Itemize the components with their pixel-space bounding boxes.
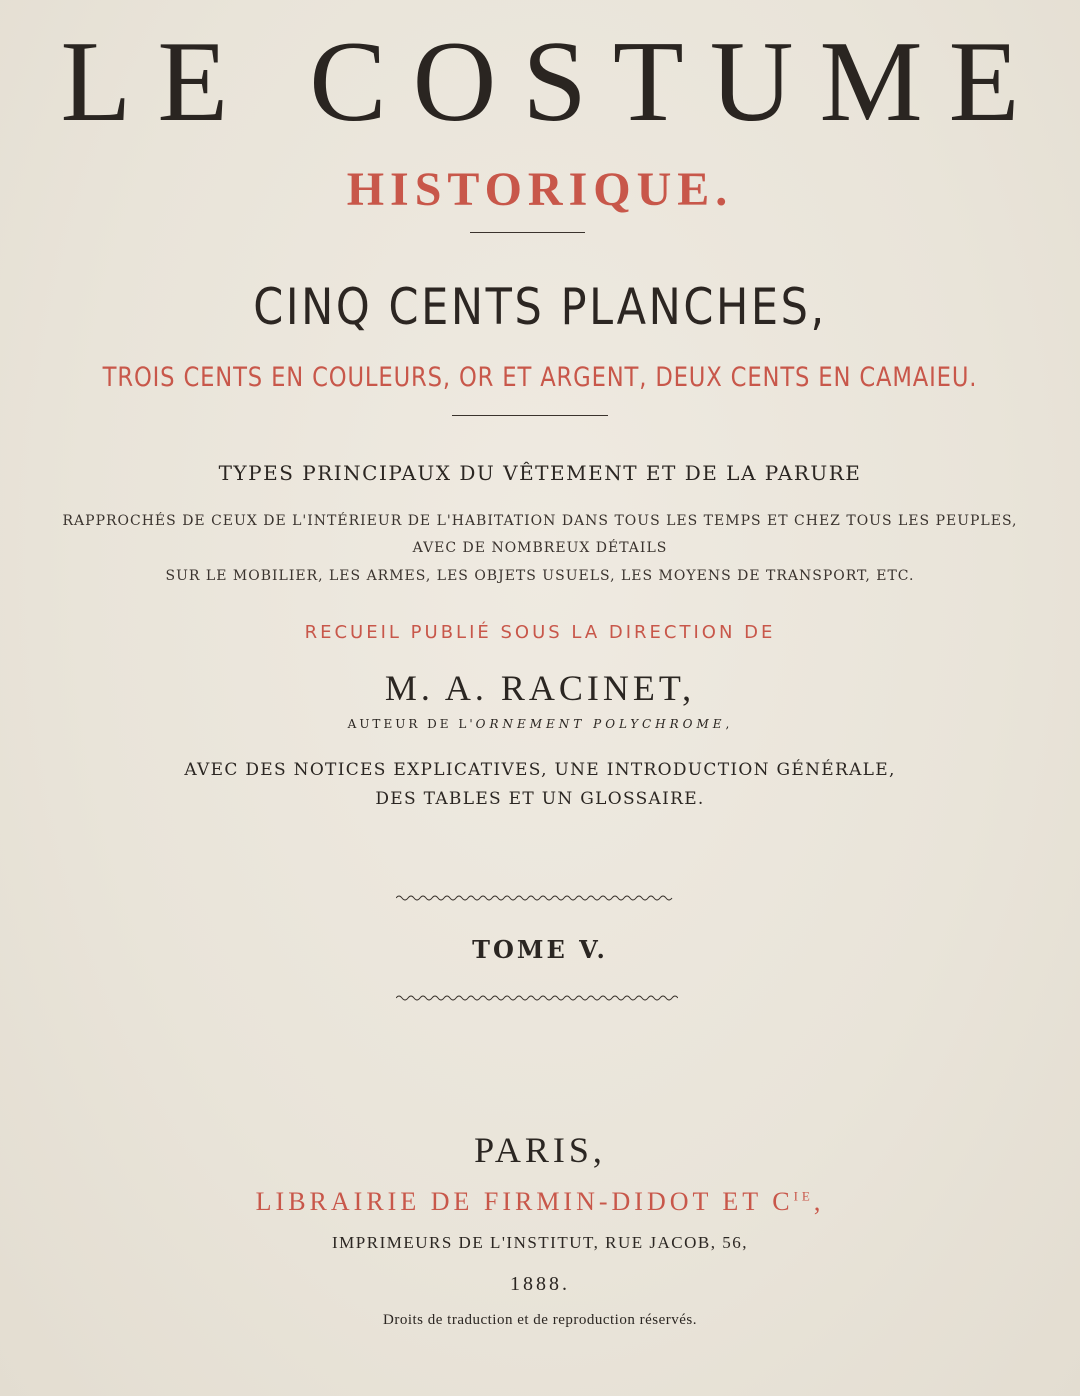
author-credit xyxy=(0,718,1080,730)
description-line: RAPPROCHÉS DE CEUX DE L'INTÉRIEUR DE L'HABITATION DANS TOUS LES TEMPS ET CHEZ TOUS LES PEUPLES, xyxy=(62,513,1018,529)
credit-work: ORNEMENT POLYCHROME xyxy=(475,717,726,731)
imprint-city: PARIS, xyxy=(474,1130,606,1170)
publisher-name: LIBRAIRIE DE FIRMIN-DIDOT ET C xyxy=(255,1187,794,1216)
description-main: TYPES PRINCIPAUX DU VÊTEMENT ET DE LA PARURE xyxy=(218,461,862,485)
ornamental-wavy-rule xyxy=(396,994,678,1002)
volume-label: TOME V. xyxy=(472,935,608,964)
divider-rule xyxy=(452,415,608,416)
author-name: M. A. RACINET, xyxy=(384,668,696,708)
plates-detail: TROIS CENTS EN COULEURS, OR ET ARGENT, DEUX CENTS EN CAMAIEU. xyxy=(102,362,978,393)
imprint-publisher xyxy=(0,1189,1080,1215)
publisher-end: , xyxy=(813,1187,825,1216)
direction-label: RECUEIL PUBLIÉ SOUS LA DIRECTION DE xyxy=(304,622,776,643)
description-line: AVEC DE NOMBREUX DÉTAILS xyxy=(412,540,668,556)
rights-notice: Droits de traduction et de reproduction réservés. xyxy=(383,1312,697,1328)
credit-prefix: AUTEUR DE L' xyxy=(347,717,476,731)
book-subtitle: HISTORIQUE. xyxy=(346,163,734,216)
notices-line: DES TABLES ET UN GLOSSAIRE. xyxy=(375,789,705,809)
ornamental-wavy-rule xyxy=(396,894,674,902)
publisher-superscript: IE xyxy=(793,1188,814,1204)
imprint-printers: IMPRIMEURS DE L'INSTITUT, RUE JACOB, 56, xyxy=(332,1233,748,1252)
divider-rule xyxy=(470,232,585,233)
notices-line: AVEC DES NOTICES EXPLICATIVES, UNE INTRODUCTION GÉNÉRALE, xyxy=(184,760,896,780)
book-title: LE COSTUME xyxy=(60,18,1046,146)
imprint-year: 1888. xyxy=(510,1273,570,1295)
plates-heading: CINQ CENTS PLANCHES, xyxy=(253,278,827,336)
description-line: SUR LE MOBILIER, LES ARMES, LES OBJETS USUELS, LES MOYENS DE TRANSPORT, ETC. xyxy=(165,568,915,584)
credit-suffix: , xyxy=(725,717,733,731)
